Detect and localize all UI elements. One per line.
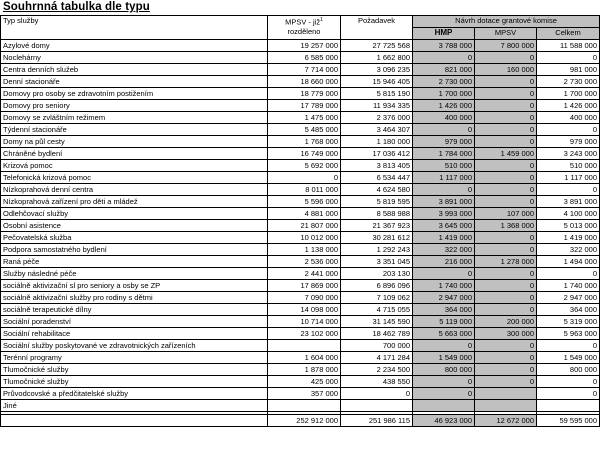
cell-service-type: Sociální poradenství (1, 316, 268, 328)
cell-mpsv-allocated: 1 768 000 (268, 136, 341, 148)
cell-mpsv-grant: 0 (475, 268, 537, 280)
cell-hmp: 1 740 000 (413, 280, 475, 292)
cell-mpsv-grant (475, 388, 537, 400)
table-row (1, 172, 600, 184)
cell-total: 1 700 000 (537, 88, 600, 100)
cell-mpsv-grant: 200 000 (475, 316, 537, 328)
cell-request: 15 946 405 (341, 76, 413, 88)
cell-request: 700 000 (341, 340, 413, 352)
cell-hmp: 2 947 000 (413, 292, 475, 304)
cell-hmp: 400 000 (413, 112, 475, 124)
cell-request: 5 815 190 (341, 88, 413, 100)
cell-mpsv-allocated: 18 660 000 (268, 76, 341, 88)
cell-mpsv-grant: 160 000 (475, 64, 537, 76)
cell-mpsv-grant: 0 (475, 136, 537, 148)
cell-service-type: Tlumočnické služby (1, 364, 268, 376)
cell-total: 1 419 000 (537, 232, 600, 244)
cell-hmp (413, 400, 475, 412)
cell-mpsv-allocated: 10 012 000 (268, 232, 341, 244)
cell-service-type: Služby následné péče (1, 268, 268, 280)
table-row (1, 196, 600, 208)
table-row (1, 316, 600, 328)
cell-total: 1 494 000 (537, 256, 600, 268)
cell-mpsv-grant: 0 (475, 100, 537, 112)
cell-total: 0 (537, 184, 600, 196)
cell-service-type: Terénní programy (1, 352, 268, 364)
table-row (1, 400, 600, 412)
cell-mpsv-allocated: 6 585 000 (268, 52, 341, 64)
table-row (1, 136, 600, 148)
cell-service-type: Nízkoprahová zařízení pro děti a mládež (1, 196, 268, 208)
cell-mpsv-allocated: 4 881 000 (268, 208, 341, 220)
table-row (1, 328, 600, 340)
cell-hmp: 979 000 (413, 136, 475, 148)
total-request: 251 986 115 (341, 415, 413, 427)
cell-total (537, 400, 600, 412)
cell-mpsv-grant: 0 (475, 340, 537, 352)
table-row (1, 304, 600, 316)
table-row (1, 76, 600, 88)
cell-request: 0 (341, 388, 413, 400)
table-row (1, 160, 600, 172)
cell-total: 1 549 000 (537, 352, 600, 364)
table-row (1, 256, 600, 268)
total-celkem: 59 595 000 (537, 415, 600, 427)
cell-service-type: Průvodcovské a předčitatelské služby (1, 388, 268, 400)
cell-service-type: Týdenní stacionáře (1, 124, 268, 136)
cell-total: 0 (537, 388, 600, 400)
cell-request: 18 462 789 (341, 328, 413, 340)
header-mpsv-grant: MPSV (475, 28, 537, 40)
cell-hmp: 364 000 (413, 304, 475, 316)
cell-request: 438 550 (341, 376, 413, 388)
cell-total: 4 100 000 (537, 208, 600, 220)
table-row (1, 88, 600, 100)
cell-total: 364 000 (537, 304, 600, 316)
cell-request: 3 096 235 (341, 64, 413, 76)
cell-total: 400 000 (537, 112, 600, 124)
cell-hmp: 800 000 (413, 364, 475, 376)
cell-request: 3 464 307 (341, 124, 413, 136)
cell-service-type: Domy na půl cesty (1, 136, 268, 148)
cell-total: 800 000 (537, 364, 600, 376)
cell-mpsv-grant (475, 400, 537, 412)
cell-total: 11 588 000 (537, 40, 600, 52)
cell-mpsv-grant: 0 (475, 52, 537, 64)
table-row (1, 52, 600, 64)
cell-request: 8 588 988 (341, 208, 413, 220)
cell-mpsv-grant: 1 459 000 (475, 148, 537, 160)
cell-mpsv-allocated: 5 692 000 (268, 160, 341, 172)
cell-request: 203 130 (341, 268, 413, 280)
cell-mpsv-allocated: 23 102 000 (268, 328, 341, 340)
cell-mpsv-grant: 0 (475, 172, 537, 184)
cell-hmp: 3 993 000 (413, 208, 475, 220)
cell-hmp: 2 730 000 (413, 76, 475, 88)
cell-mpsv-grant: 7 800 000 (475, 40, 537, 52)
table-row (1, 100, 600, 112)
cell-mpsv-allocated (268, 400, 341, 412)
cell-service-type: Domovy pro osoby se zdravotním postižením (1, 88, 268, 100)
cell-service-type: Azylové domy (1, 40, 268, 52)
cell-request: 11 934 335 (341, 100, 413, 112)
header-typ-sluzby: Typ služby (1, 16, 268, 40)
cell-service-type: sociálně terapeutické dílny (1, 304, 268, 316)
table-row (1, 220, 600, 232)
cell-mpsv-allocated: 5 485 000 (268, 124, 341, 136)
header-mpsv-line2: rozděleno (287, 26, 321, 36)
table-body (1, 40, 600, 427)
table-row (1, 292, 600, 304)
cell-hmp: 821 000 (413, 64, 475, 76)
cell-mpsv-allocated (268, 340, 341, 352)
total-mpsv-grant: 12 672 000 (475, 415, 537, 427)
cell-hmp: 1 700 000 (413, 88, 475, 100)
cell-total: 0 (537, 340, 600, 352)
total-mpsv-allocated: 252 912 000 (268, 415, 341, 427)
table-row (1, 340, 600, 352)
cell-service-type: Sociální služby poskytované ve zdravotnických zařízeních (1, 340, 268, 352)
table-row (1, 376, 600, 388)
cell-request: 2 234 500 (341, 364, 413, 376)
cell-service-type: sociálně aktivizační služby pro rodiny s dětmi (1, 292, 268, 304)
cell-total: 0 (537, 376, 600, 388)
cell-total: 322 000 (537, 244, 600, 256)
cell-service-type: Centra denních služeb (1, 64, 268, 76)
table-row (1, 112, 600, 124)
cell-total: 3 891 000 (537, 196, 600, 208)
cell-mpsv-grant: 0 (475, 112, 537, 124)
table-row (1, 280, 600, 292)
cell-total: 2 730 000 (537, 76, 600, 88)
cell-hmp: 0 (413, 268, 475, 280)
cell-total: 981 000 (537, 64, 600, 76)
cell-mpsv-grant: 0 (475, 76, 537, 88)
table-row (1, 268, 600, 280)
cell-mpsv-allocated: 5 596 000 (268, 196, 341, 208)
cell-service-type: Odlehčovací služby (1, 208, 268, 220)
cell-request: 1 662 800 (341, 52, 413, 64)
total-hmp: 46 923 000 (413, 415, 475, 427)
cell-hmp: 0 (413, 124, 475, 136)
cell-total: 0 (537, 268, 600, 280)
cell-request: 3 813 405 (341, 160, 413, 172)
header-mpsv-line1: MPSV - již (285, 17, 321, 27)
cell-service-type: Denní stacionáře (1, 76, 268, 88)
cell-service-type: Sociální rehabilitace (1, 328, 268, 340)
page-title: Souhrnná tabulka dle typu (3, 1, 150, 13)
summary-table (0, 15, 600, 427)
cell-mpsv-grant: 0 (475, 304, 537, 316)
totals-row (1, 415, 600, 427)
cell-mpsv-allocated: 1 138 000 (268, 244, 341, 256)
totals-label-blank (1, 415, 268, 427)
cell-total: 2 947 000 (537, 292, 600, 304)
cell-request: 3 351 045 (341, 256, 413, 268)
cell-hmp: 0 (413, 340, 475, 352)
cell-mpsv-grant: 0 (475, 160, 537, 172)
cell-hmp: 0 (413, 388, 475, 400)
cell-hmp: 0 (413, 376, 475, 388)
table-row (1, 352, 600, 364)
cell-mpsv-allocated: 357 000 (268, 388, 341, 400)
header-celkem: Celkem (537, 28, 600, 40)
cell-hmp: 0 (413, 52, 475, 64)
cell-hmp: 3 788 000 (413, 40, 475, 52)
cell-request: 4 715 055 (341, 304, 413, 316)
cell-hmp: 510 000 (413, 160, 475, 172)
cell-mpsv-allocated: 17 789 000 (268, 100, 341, 112)
table-row (1, 208, 600, 220)
cell-request: 30 281 612 (341, 232, 413, 244)
cell-total: 5 963 000 (537, 328, 600, 340)
cell-service-type: Krizová pomoc (1, 160, 268, 172)
cell-request: 27 725 568 (341, 40, 413, 52)
cell-mpsv-grant: 0 (475, 184, 537, 196)
cell-mpsv-grant: 1 278 000 (475, 256, 537, 268)
header-grant-proposal: Návrh dotace grantové komise (413, 16, 600, 28)
cell-total: 1 426 000 (537, 100, 600, 112)
cell-mpsv-allocated: 0 (268, 172, 341, 184)
cell-request: 4 624 580 (341, 184, 413, 196)
cell-mpsv-grant: 0 (475, 232, 537, 244)
cell-mpsv-grant: 0 (475, 280, 537, 292)
cell-total: 1 740 000 (537, 280, 600, 292)
cell-mpsv-grant: 0 (475, 124, 537, 136)
cell-mpsv-allocated: 2 536 000 (268, 256, 341, 268)
cell-service-type: sociálně aktivizační sl pro seniory a osby se ZP (1, 280, 268, 292)
cell-mpsv-allocated: 1 604 000 (268, 352, 341, 364)
cell-total: 0 (537, 52, 600, 64)
cell-mpsv-allocated: 16 749 000 (268, 148, 341, 160)
cell-total: 510 000 (537, 160, 600, 172)
cell-service-type: Chráněné bydlení (1, 148, 268, 160)
header-mpsv-footnote-mark: 1 (320, 17, 323, 23)
cell-service-type: Podpora samostatného bydlení (1, 244, 268, 256)
cell-total: 3 243 000 (537, 148, 600, 160)
cell-mpsv-grant: 1 368 000 (475, 220, 537, 232)
cell-hmp: 322 000 (413, 244, 475, 256)
cell-total: 5 013 000 (537, 220, 600, 232)
cell-request: 6 896 096 (341, 280, 413, 292)
cell-request: 5 819 595 (341, 196, 413, 208)
cell-mpsv-allocated: 7 090 000 (268, 292, 341, 304)
cell-mpsv-grant: 0 (475, 88, 537, 100)
cell-mpsv-grant: 0 (475, 364, 537, 376)
cell-mpsv-grant: 0 (475, 376, 537, 388)
cell-request: 17 036 412 (341, 148, 413, 160)
cell-total: 979 000 (537, 136, 600, 148)
cell-mpsv-allocated: 19 257 000 (268, 40, 341, 52)
cell-hmp: 1 784 000 (413, 148, 475, 160)
cell-hmp: 216 000 (413, 256, 475, 268)
cell-hmp: 1 549 000 (413, 352, 475, 364)
cell-hmp: 0 (413, 184, 475, 196)
cell-mpsv-allocated: 425 000 (268, 376, 341, 388)
table-row (1, 232, 600, 244)
cell-mpsv-allocated: 8 011 000 (268, 184, 341, 196)
cell-request: 21 367 923 (341, 220, 413, 232)
cell-mpsv-grant: 0 (475, 244, 537, 256)
header-hmp: HMP (413, 28, 475, 40)
table-row (1, 64, 600, 76)
cell-mpsv-grant: 300 000 (475, 328, 537, 340)
cell-mpsv-allocated: 7 714 000 (268, 64, 341, 76)
cell-hmp: 3 891 000 (413, 196, 475, 208)
cell-mpsv-grant: 0 (475, 352, 537, 364)
cell-hmp: 3 645 000 (413, 220, 475, 232)
cell-request: 4 171 284 (341, 352, 413, 364)
table-row (1, 124, 600, 136)
cell-service-type: Raná péče (1, 256, 268, 268)
cell-mpsv-allocated: 1 878 000 (268, 364, 341, 376)
cell-mpsv-allocated: 1 475 000 (268, 112, 341, 124)
cell-request: 1 180 000 (341, 136, 413, 148)
cell-mpsv-allocated: 14 098 000 (268, 304, 341, 316)
cell-mpsv-grant: 107 000 (475, 208, 537, 220)
cell-service-type: Osobní asistence (1, 220, 268, 232)
cell-request: 31 145 590 (341, 316, 413, 328)
cell-hmp: 1 419 000 (413, 232, 475, 244)
table-row (1, 388, 600, 400)
cell-request (341, 400, 413, 412)
cell-service-type: Telefonická krizová pomoc (1, 172, 268, 184)
cell-service-type: Domovy pro seniory (1, 100, 268, 112)
table-header (1, 16, 600, 40)
cell-mpsv-allocated: 18 779 000 (268, 88, 341, 100)
header-pozadavek: Požadavek (341, 16, 413, 40)
cell-request: 7 109 062 (341, 292, 413, 304)
cell-service-type: Domovy se zvláštním režimem (1, 112, 268, 124)
cell-mpsv-allocated: 17 869 000 (268, 280, 341, 292)
cell-mpsv-grant: 0 (475, 292, 537, 304)
cell-service-type: Jiné (1, 400, 268, 412)
table-row (1, 148, 600, 160)
cell-request: 6 534 447 (341, 172, 413, 184)
cell-request: 1 292 243 (341, 244, 413, 256)
cell-service-type: Noclehárny (1, 52, 268, 64)
cell-service-type: Pečovatelská služba (1, 232, 268, 244)
cell-hmp: 1 426 000 (413, 100, 475, 112)
cell-mpsv-allocated: 2 441 000 (268, 268, 341, 280)
table-row (1, 244, 600, 256)
header-mpsv-rozdeleno (268, 16, 341, 40)
cell-hmp: 1 117 000 (413, 172, 475, 184)
table-row (1, 364, 600, 376)
cell-total: 1 117 000 (537, 172, 600, 184)
cell-total: 5 319 000 (537, 316, 600, 328)
cell-service-type: Nízkoprahová denní centra (1, 184, 268, 196)
cell-hmp: 5 663 000 (413, 328, 475, 340)
cell-total: 0 (537, 124, 600, 136)
cell-mpsv-allocated: 10 714 000 (268, 316, 341, 328)
cell-service-type: Tlumočnické služby (1, 376, 268, 388)
cell-mpsv-allocated: 21 807 000 (268, 220, 341, 232)
cell-hmp: 5 119 000 (413, 316, 475, 328)
table-row (1, 184, 600, 196)
cell-request: 2 376 000 (341, 112, 413, 124)
cell-mpsv-grant: 0 (475, 196, 537, 208)
table-row (1, 40, 600, 52)
